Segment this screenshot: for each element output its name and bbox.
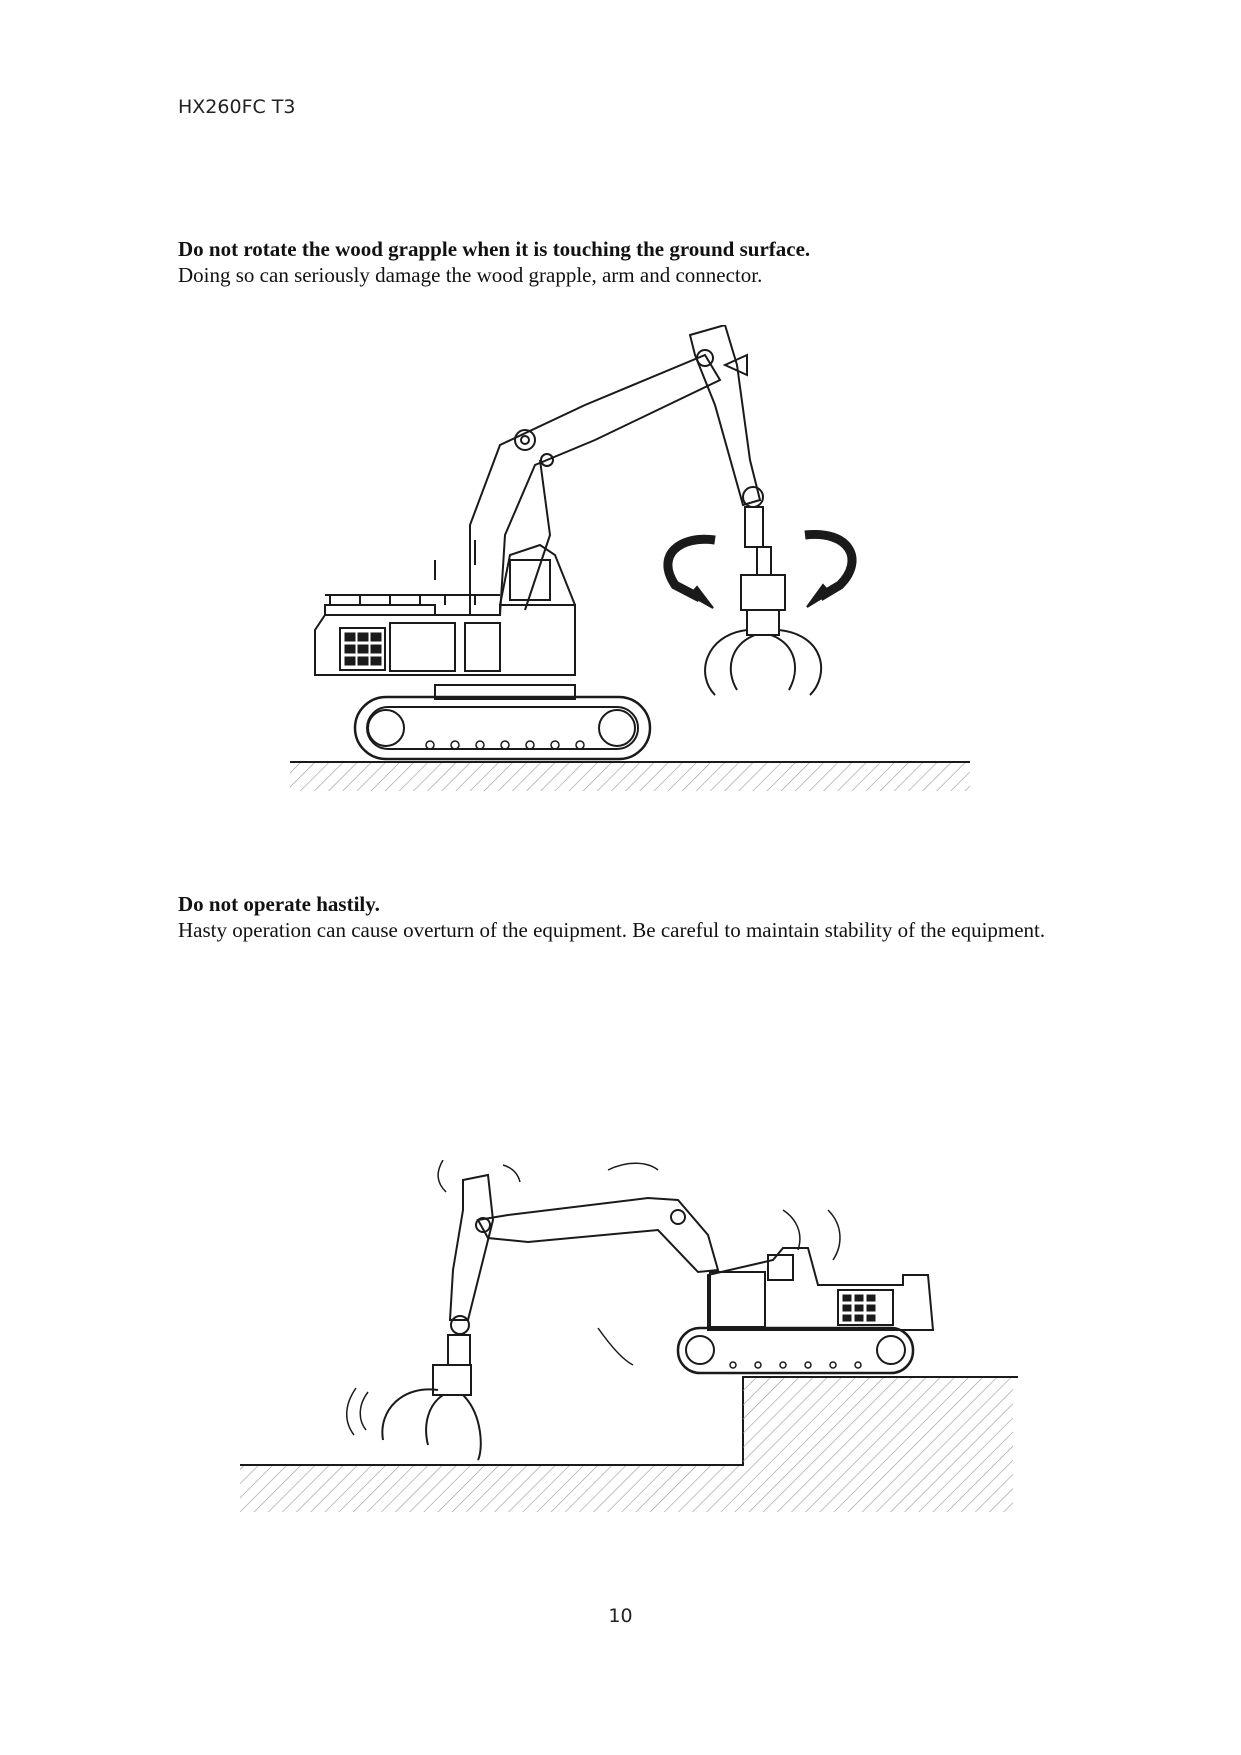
excavator-body [315, 540, 575, 675]
arm [450, 1175, 493, 1334]
warning-section-hasty [178, 891, 1068, 943]
crawler-track [678, 1328, 913, 1373]
ground-hatch [290, 763, 970, 791]
warning-section-rotate [178, 236, 1068, 288]
arm [690, 325, 763, 507]
section-body: Doing so can seriously damage the wood grapple, arm and connector. [178, 263, 763, 287]
section-title: Do not operate hastily. [178, 892, 380, 916]
rotation-arrow-right-icon [805, 534, 852, 607]
excavator-body [708, 1248, 933, 1330]
rotation-arrow-left-icon [668, 539, 715, 608]
document-header-code: HX260FC T3 [178, 96, 296, 118]
wood-grapple [382, 1335, 480, 1460]
boom [470, 355, 720, 615]
ground-hatch [240, 1378, 1013, 1512]
section-body: Hasty operation can cause overturn of the equipment. Be careful to maintain stability of the equipment. [178, 918, 1046, 942]
illustration-hasty-operation [238, 1160, 1018, 1520]
section-title: Do not rotate the wood grapple when it is touching the ground surface. [178, 237, 811, 261]
crawler-track [355, 685, 650, 759]
illustration-grapple-rotation [285, 325, 980, 795]
wood-grapple [705, 507, 821, 695]
page-number: 10 [608, 1605, 633, 1627]
boom [476, 1198, 718, 1272]
